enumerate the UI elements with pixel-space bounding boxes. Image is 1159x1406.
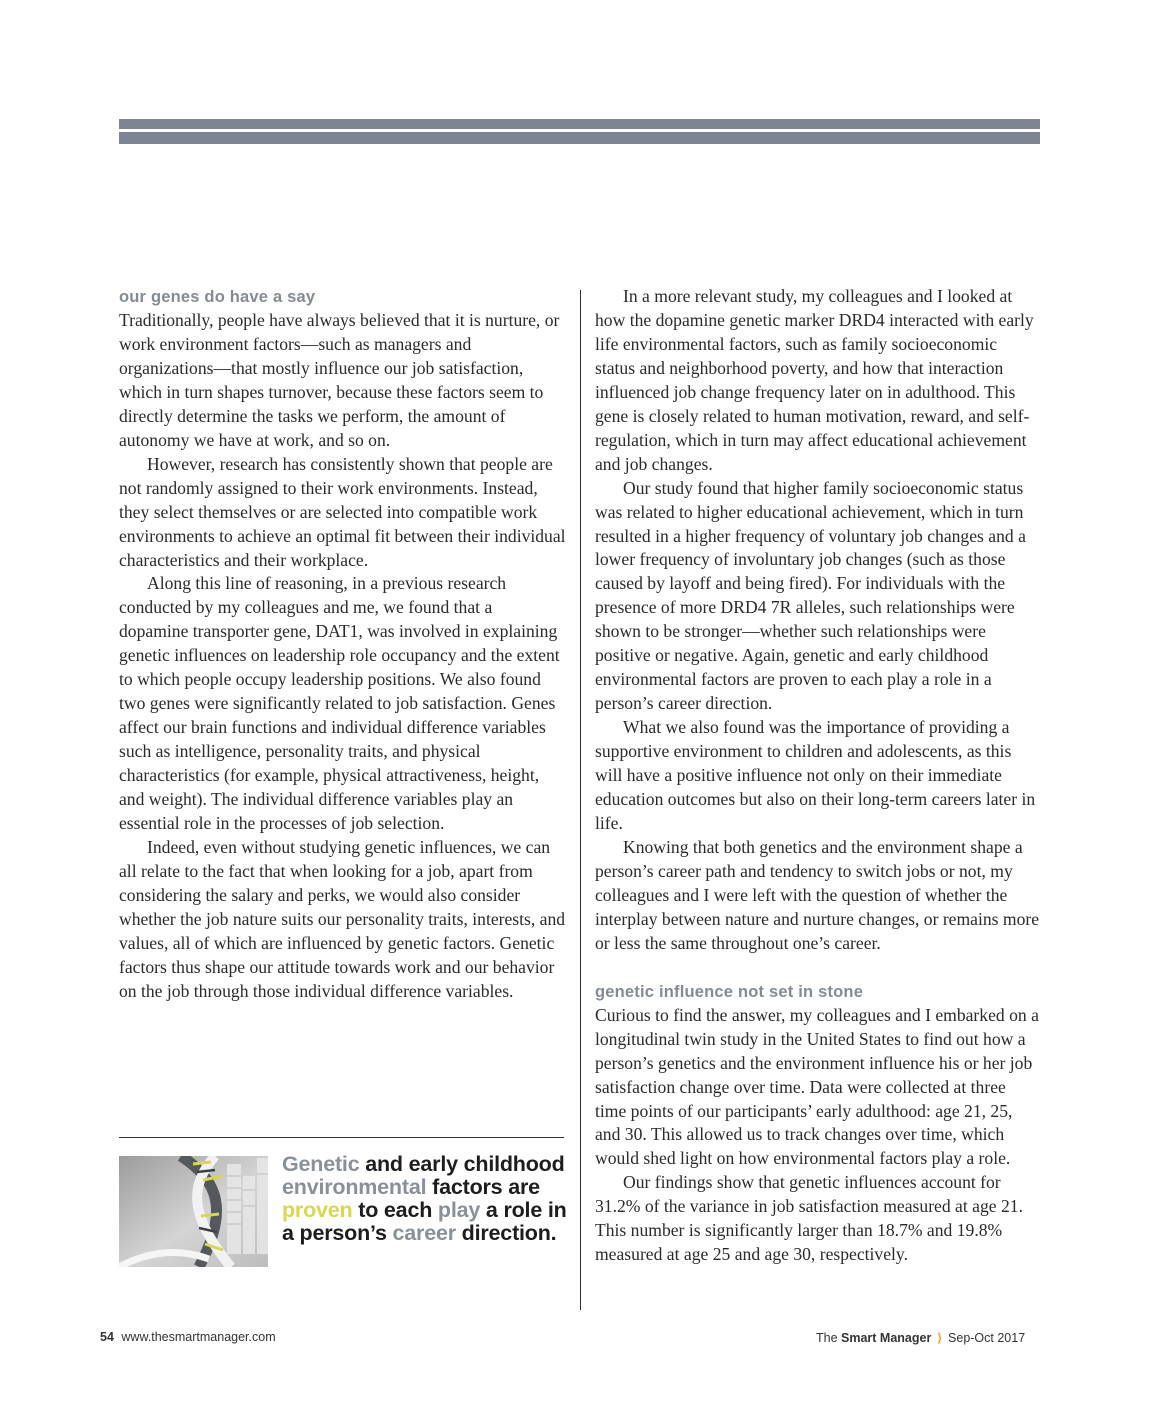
paragraph: Traditionally, people have always believed that it is nurture, or work environment factors—such as managers and organizations—that mostly influence our job satisfaction, which in turn shapes turnover, because these factors seem to directly determine the tasks we perform, the amount of autonomy we have at work, and so on. [119,310,560,450]
dna-helix-image [119,1156,268,1267]
paragraph: Indeed, even without studying genetic influences, we can all relate to the fact that when looking for a job, apart from considering the salary and perks, we would also consider whether the job nature suits our personality traits, interests, and values, all of which are influenced by genetic factors. Genetic factors thus shape our attitude towards work and our behavior on the job through those individual difference variables. [119,836,566,1001]
header-bar-top [119,119,1040,129]
pull-quote-highlight: proven [282,1198,353,1222]
left-column [119,285,566,1004]
pull-quote-text: a role in a person’s [282,1198,567,1245]
issue-date: Sep-Oct 2017 [948,1331,1026,1345]
paragraph: Along this line of reasoning, in a previous research conducted by my colleagues and me, we found that a dopamine transporter gene, DAT1, was involved in explaining genetic influences on leadership role occupancy and the extent to which people occupy leadership positions. We also found two genes were significantly related to job satisfaction. Genes affect our brain functions and individual difference variables such as intelligence, personality traits, and physical characteristics (for example, physical attractiveness, height, and weight). The individual difference variables play an essential role in the processes of job selection. [119,573,560,834]
pull-quote-text: factors are [426,1175,540,1199]
website-link[interactable]: www.thesmartmanager.com [121,1330,276,1344]
pull-quote-highlight: career [392,1221,456,1245]
chevron-right-icon: ⟩ [936,1331,943,1345]
header-bar-bottom [119,132,1040,144]
pull-quote-highlight: environmental [282,1175,427,1199]
paragraph: What we also found was the importance of providing a supportive environment to children and adolescents, as this will have a positive influence not only on their immediate education outcomes but also on their long-term careers later in life. [595,717,1036,833]
publication-prefix: The [816,1331,838,1345]
page-number: 54 [100,1330,114,1344]
paragraph: Knowing that both genetics and the environment shape a person’s career path and tendency to switch jobs or not, my colleagues and I were left with the question of whether the interplay between nature and nurture changes, or remains more or less the same throughout one’s career. [595,836,1040,953]
pull-quote-text: and early childhood [359,1152,565,1176]
pull-quote-highlight: play [437,1198,481,1222]
right-column [595,285,1041,1267]
paragraph: Our findings show that genetic influences account for 31.2% of the variance in job satisfaction measured at age 21. This number is significantly larger than 18.7% and 19.8% measured at age 25 and age 30, respectively. [595,1172,1023,1265]
paragraph: Our study found that higher family socioeconomic status was related to higher educational achievement, which in turn resulted in a higher frequency of voluntary job changes and a lower frequency of involuntary job changes (such as those caused by layoff and being fired). For individuals with the presence of more DRD4 7R alleles, such relationships were shown to be stronger—whether such relationships were positive or negative. Again, genetic and early childhood environmental factors are proven to each play a role in a person’s career direction. [595,477,1026,714]
pull-quote-text: to each [352,1198,438,1222]
pull-quote-highlight: Genetic [282,1152,360,1176]
publication-name: Smart Manager [841,1331,932,1345]
paragraph: Curious to find the answer, my colleagues and I embarked on a longitudinal twin study in the United States to find out how a person’s genetics and the environment influence his or her job satisfaction change over time. Data were collected at three time points of our participants’ early adulthood: age 21, 25, and 30. This allowed us to track changes over time, which would shed light on how environmental factors play a role. [595,1004,1039,1169]
footer-left [100,1330,276,1344]
section-heading: genetic influence not set in stone [595,982,864,1001]
pull-quote-rule [119,1137,564,1138]
column-divider [580,290,581,1310]
paragraph: In a more relevant study, my colleagues and I looked at how the dopamine genetic marker DRD4 interacted with early life environmental factors, such as family socioeconomic status and neighborhood poverty, and how that interaction influenced job change frequency later on in adulthood. This gene is closely related to human motivation, reward, and self-regulation, which in turn may affect educational achievement and job changes. [595,286,1034,474]
section-heading: our genes do have a say [119,288,316,306]
paragraph: However, research has consistently shown that people are not randomly assigned to their work environments. Instead, they select themselves or are selected into compatible work environments to achieve an optimal fit between their individual characteristics and their workplace. [119,453,566,570]
pull-quote [282,1153,572,1245]
footer-right [816,1330,1025,1345]
pull-quote-text: direction. [455,1221,557,1245]
